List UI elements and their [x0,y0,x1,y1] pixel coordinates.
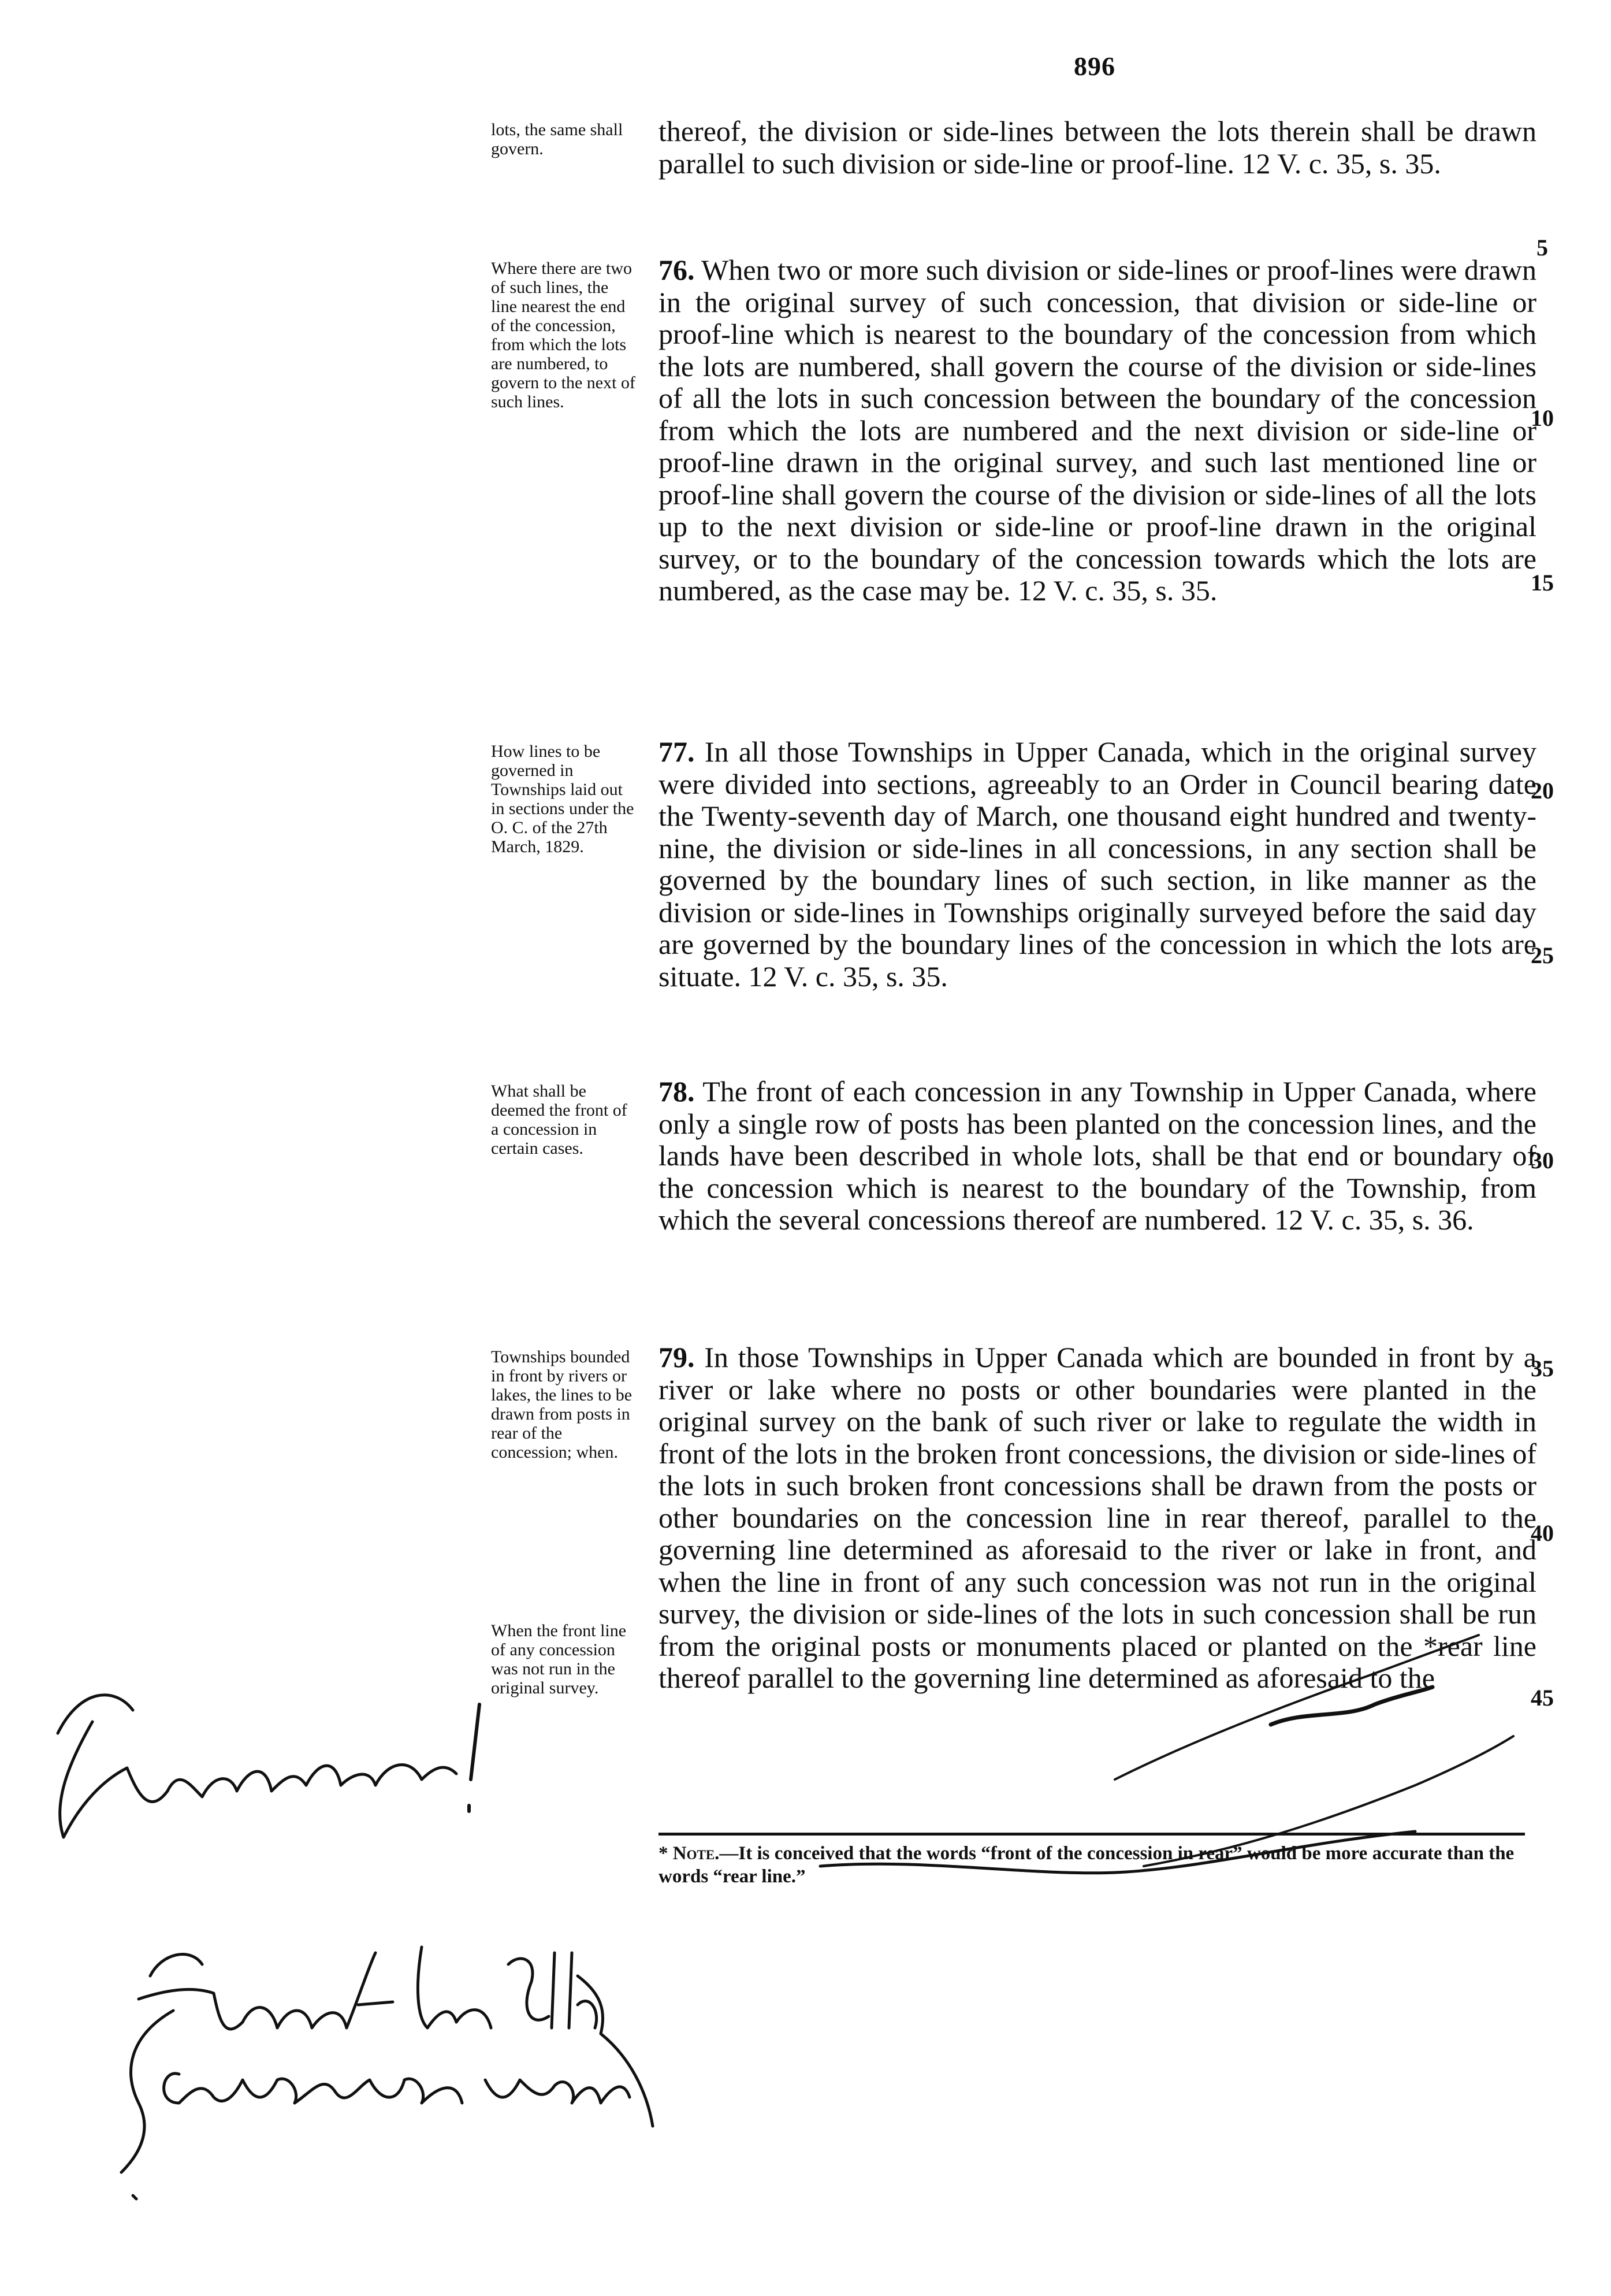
section-text: When two or more such division or side-lines or proof-lines were drawn in the original survey of such concession, that division or side-line or proof-line which is nearest to the boundary of the concession from which the lots are numbered, shall govern the course of the division or side-lines of all the lots in such concession between the boundary of the concession from which the lots are numbered and the next division or side-line or proof-line drawn in the original survey, and such last mentioned line or proof-line shall govern the course of the division or side-lines of all the lots up to the next division or side-line or proof-line drawn in the original survey, or to the boundary of the concession towards which the lots are numbered, as the case may be. 12 V. c. 35, s. 35. [658,254,1536,607]
footnote-strike-mark [820,1831,1415,1873]
page-number: 896 [1074,51,1115,81]
line-number: 45 [1531,1685,1554,1711]
line-number: 35 [1531,1355,1554,1381]
footnote-text: —It is conceived that the words “front of the concession in rear” would be more accurate than the words “rear line.” [658,1843,1515,1887]
pen-arc-mark-lower [1144,1736,1513,1866]
handwritten-note-line-1 [139,1947,597,2029]
line-number: 30 [1531,1147,1554,1173]
margin-note-78: What shall be deemed the front of a concession in certain cases. [491,1082,627,1158]
margin-note-79: Townships bounded in front by rivers or lakes, the lines to be drawn from posts in rear of the concession; when. [491,1347,633,1462]
strike-through-mark [1271,1687,1433,1725]
section-text: In all those Townships in Upper Canada, which in the original survey were divided into sections, agreeably to an Order in Council bearing date the Twenty-seventh day of March, one thousand eight hundred and twenty-nine, the division or side-lines in all concessions, in any section shall be governed by the boundary lines of such section, in like manner as the division or side-lines in Townships originally surveyed before the said day are governed by the boundary lines of the concession in which the lots are situate. 12 V. c. 35, s. 35. [658,735,1536,993]
section-number: 77. [658,735,695,768]
margin-note-76: Where there are two of such lines, the line nearest the end of the concession, from which the lots are numbered, to govern to the next of such lines. [491,259,635,411]
section-number: 78. [658,1075,695,1108]
handwritten-word-translator [58,1695,479,1837]
handwritten-dot-mark [133,2195,136,2199]
line-number: 20 [1531,778,1554,804]
handwritten-brace-right [578,1976,653,2126]
line-number: 10 [1531,405,1554,431]
section-number: 79. [658,1341,695,1373]
section-number: 76. [658,254,695,286]
line-number: 25 [1531,942,1554,968]
line-number: 5 [1536,235,1548,261]
line-number: 15 [1531,570,1554,596]
section-text: The front of each concession in any Township in Upper Canada, where only a single row of posts has been planted on the concession lines, and the lands have been described in whole lots, shall be that end or boundary of the concession which is nearest to the boundary of the Township, from which the several concessions thereof are numbered. 12 V. c. 35, s. 36. [658,1075,1536,1236]
section-text: thereof, the division or side-lines between the lots therein shall be drawn parallel to such division or side-line or proof-line. 12 V. c. 35, s. 35. [658,115,1536,180]
footnote-head: * Note. [658,1843,720,1864]
section-text: In those Townships in Upper Canada which are bounded in front by a river or lake where no posts or other boundaries were planted in the original survey on the bank of such river or lake to regulate the width in front of the lots in the broken front concessions, the division or side-lines of the lots in such broken front concessions shall be drawn from the posts or other boundaries on the concession line in rear thereof, parallel to the governing line determined as aforesaid to the river or lake in front, and when the line in front of any such concession was not run in the original survey, the division or side-lines of the lots in such concession shall be run from the original posts or monuments placed or planted on the *rear line thereof parallel to the governing line determined as aforesaid to the [658,1341,1537,1694]
margin-note-77: How lines to be governed in Townships laid out in sections under the O. C. of the 27th March, 1829. [491,742,634,856]
handwritten-note-line-2 [164,2074,630,2103]
margin-note-continuation: lots, the same shall govern. [491,120,623,158]
pen-arc-mark [1115,1635,1479,1779]
margin-note-79-front-line: When the front line of any concession was not run in the original survey. [491,1621,627,1697]
line-number: 40 [1531,1520,1554,1546]
